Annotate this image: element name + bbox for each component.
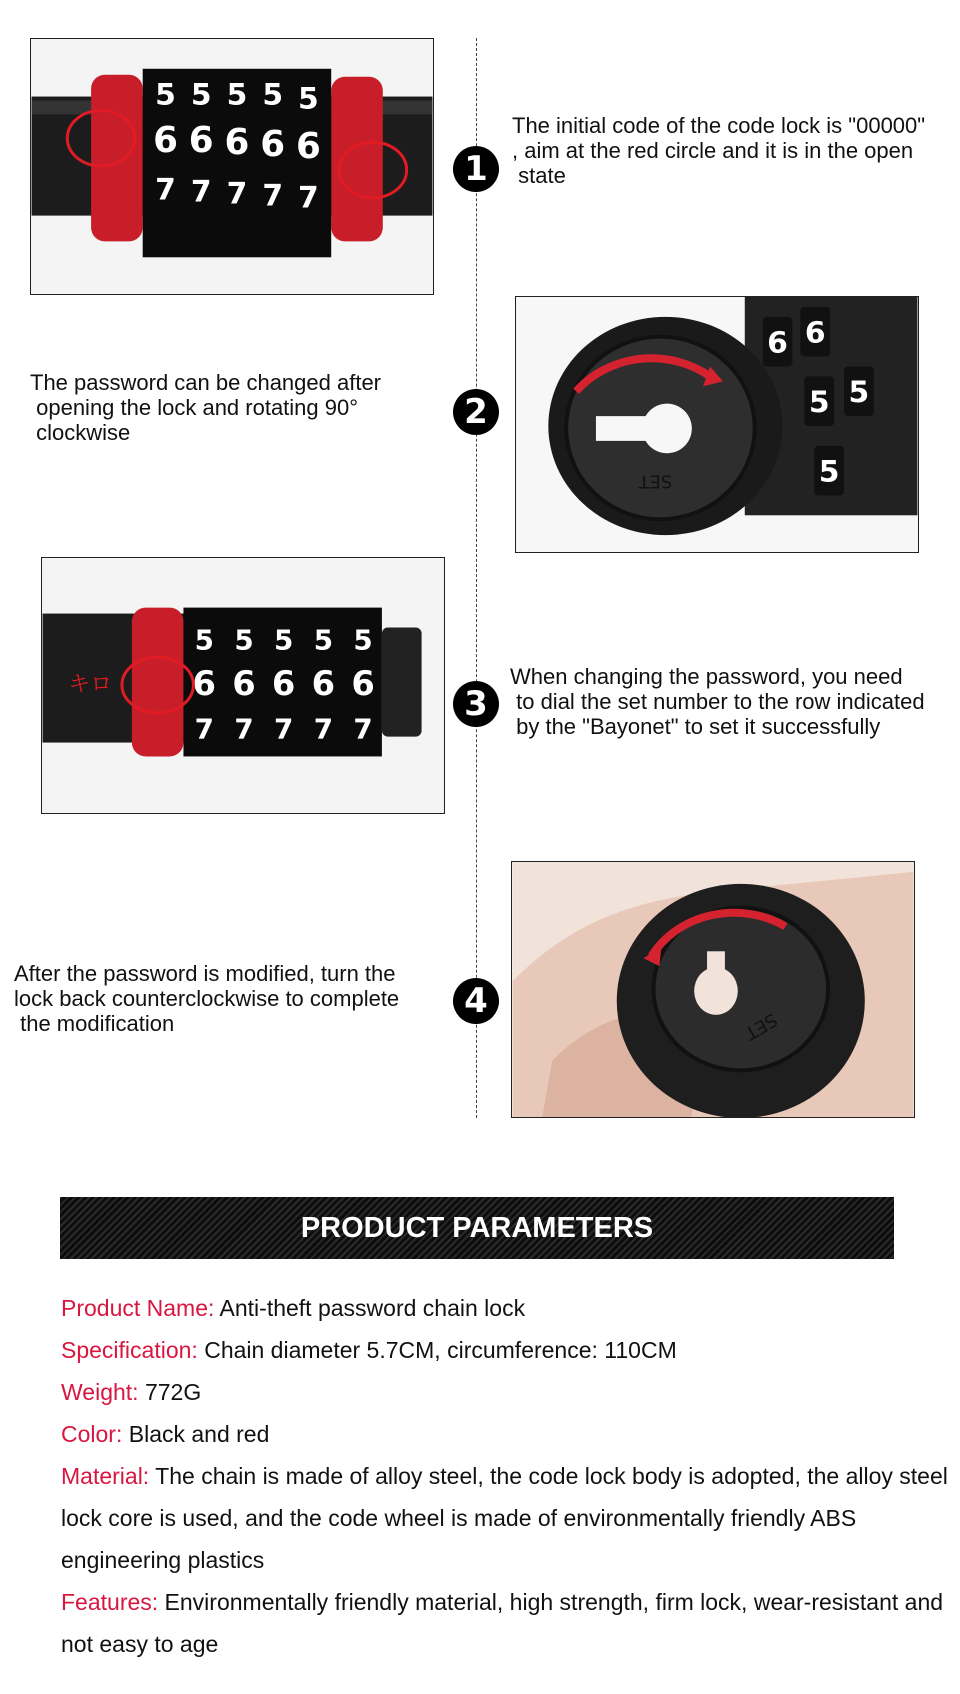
svg-text:6: 6 — [260, 124, 286, 166]
svg-text:6: 6 — [271, 663, 296, 703]
svg-text:5: 5 — [262, 77, 284, 113]
param-label: Features: — [61, 1589, 159, 1615]
svg-text:7: 7 — [194, 712, 214, 746]
step-4-text: After the password is modified, turn the lock back counterclockwise to complete the modification — [14, 961, 400, 1036]
svg-text:5: 5 — [808, 385, 830, 421]
step-3-badge: 3 — [453, 681, 499, 727]
svg-text:5: 5 — [234, 623, 254, 657]
param-product-name — [61, 1287, 960, 1329]
step-3-photo — [41, 557, 445, 814]
step-2-badge: 2 — [453, 389, 499, 435]
param-value: Black and red — [122, 1421, 270, 1447]
svg-text:7: 7 — [226, 176, 248, 212]
svg-text:7: 7 — [353, 712, 373, 746]
banner-title: PRODUCT PARAMETERS — [300, 1212, 654, 1244]
param-value: Chain diameter 5.7CM, circumference: 110CM — [197, 1337, 677, 1363]
step-2-photo — [515, 296, 919, 553]
lock-dial-image — [31, 39, 433, 294]
svg-text:6: 6 — [351, 663, 375, 703]
param-label: Weight: — [61, 1379, 139, 1405]
svg-text:5: 5 — [353, 623, 373, 657]
step-1-text: The initial code of the code lock is "00000" , aim at the red circle and it is in the open state — [512, 113, 926, 188]
svg-text:7: 7 — [155, 172, 176, 208]
parameters-banner — [60, 1197, 894, 1259]
param-value: Environmentally friendly material, high strength, firm lock, wear-resistant and not easy to age — [61, 1589, 944, 1657]
svg-text:7: 7 — [274, 712, 294, 746]
svg-text:6: 6 — [232, 663, 256, 703]
svg-text:7: 7 — [262, 178, 284, 214]
param-label: Specification: — [61, 1337, 198, 1363]
step-2-text: The password can be changed after opening the lock and rotating 90° clockwise — [30, 370, 382, 445]
param-weight — [61, 1371, 960, 1413]
param-label: Product Name: — [61, 1295, 215, 1321]
param-material — [61, 1455, 960, 1581]
svg-text:5: 5 — [226, 77, 248, 113]
step-1-badge: 1 — [453, 146, 499, 192]
svg-text:SET: SET — [638, 470, 673, 492]
svg-text:6: 6 — [804, 315, 826, 351]
svg-text:キロ: キロ — [68, 671, 113, 697]
svg-text:5: 5 — [274, 623, 294, 657]
svg-text:6: 6 — [311, 663, 336, 703]
svg-text:7: 7 — [298, 180, 319, 216]
svg-text:7: 7 — [190, 174, 212, 210]
svg-text:7: 7 — [313, 712, 334, 746]
svg-text:6: 6 — [224, 122, 250, 164]
param-color — [61, 1413, 960, 1455]
lock-knob-image — [516, 297, 918, 552]
param-label: Material: — [61, 1463, 150, 1489]
step-4-photo — [511, 861, 915, 1118]
svg-text:5: 5 — [848, 375, 870, 411]
step-4-badge: 4 — [453, 978, 499, 1024]
svg-text:5: 5 — [298, 81, 319, 117]
svg-text:6: 6 — [188, 120, 214, 162]
svg-text:SET: SET — [741, 1008, 781, 1044]
parameters-list — [61, 1287, 960, 1665]
param-label: Color: — [61, 1421, 123, 1447]
dashed-divider — [476, 38, 477, 1118]
hand-knob-image — [512, 862, 914, 1117]
step-3-text: When changing the password, you need to dial the set number to the row indicated by the "Bayonet" to set it successfully — [510, 664, 925, 739]
param-specification — [61, 1329, 960, 1371]
svg-text:5: 5 — [313, 623, 334, 657]
param-value: Anti-theft password chain lock — [214, 1295, 526, 1321]
step-1-photo — [30, 38, 434, 295]
param-features — [61, 1581, 960, 1665]
svg-text:6: 6 — [153, 120, 178, 162]
svg-text:7: 7 — [234, 712, 254, 746]
lock-bayonet-image — [42, 558, 444, 813]
svg-text:5: 5 — [190, 77, 212, 113]
svg-text:5: 5 — [155, 77, 176, 113]
svg-text:6: 6 — [192, 663, 217, 703]
svg-text:5: 5 — [194, 623, 214, 657]
svg-text:6: 6 — [767, 325, 788, 361]
svg-text:6: 6 — [295, 126, 321, 168]
svg-text:5: 5 — [818, 454, 840, 490]
param-value: 772G — [138, 1379, 202, 1405]
param-value: The chain is made of alloy steel, the code lock body is adopted, the alloy steel lock core is used, and the code wheel is made of environmentally friendly ABS engineering plastics — [61, 1463, 948, 1573]
